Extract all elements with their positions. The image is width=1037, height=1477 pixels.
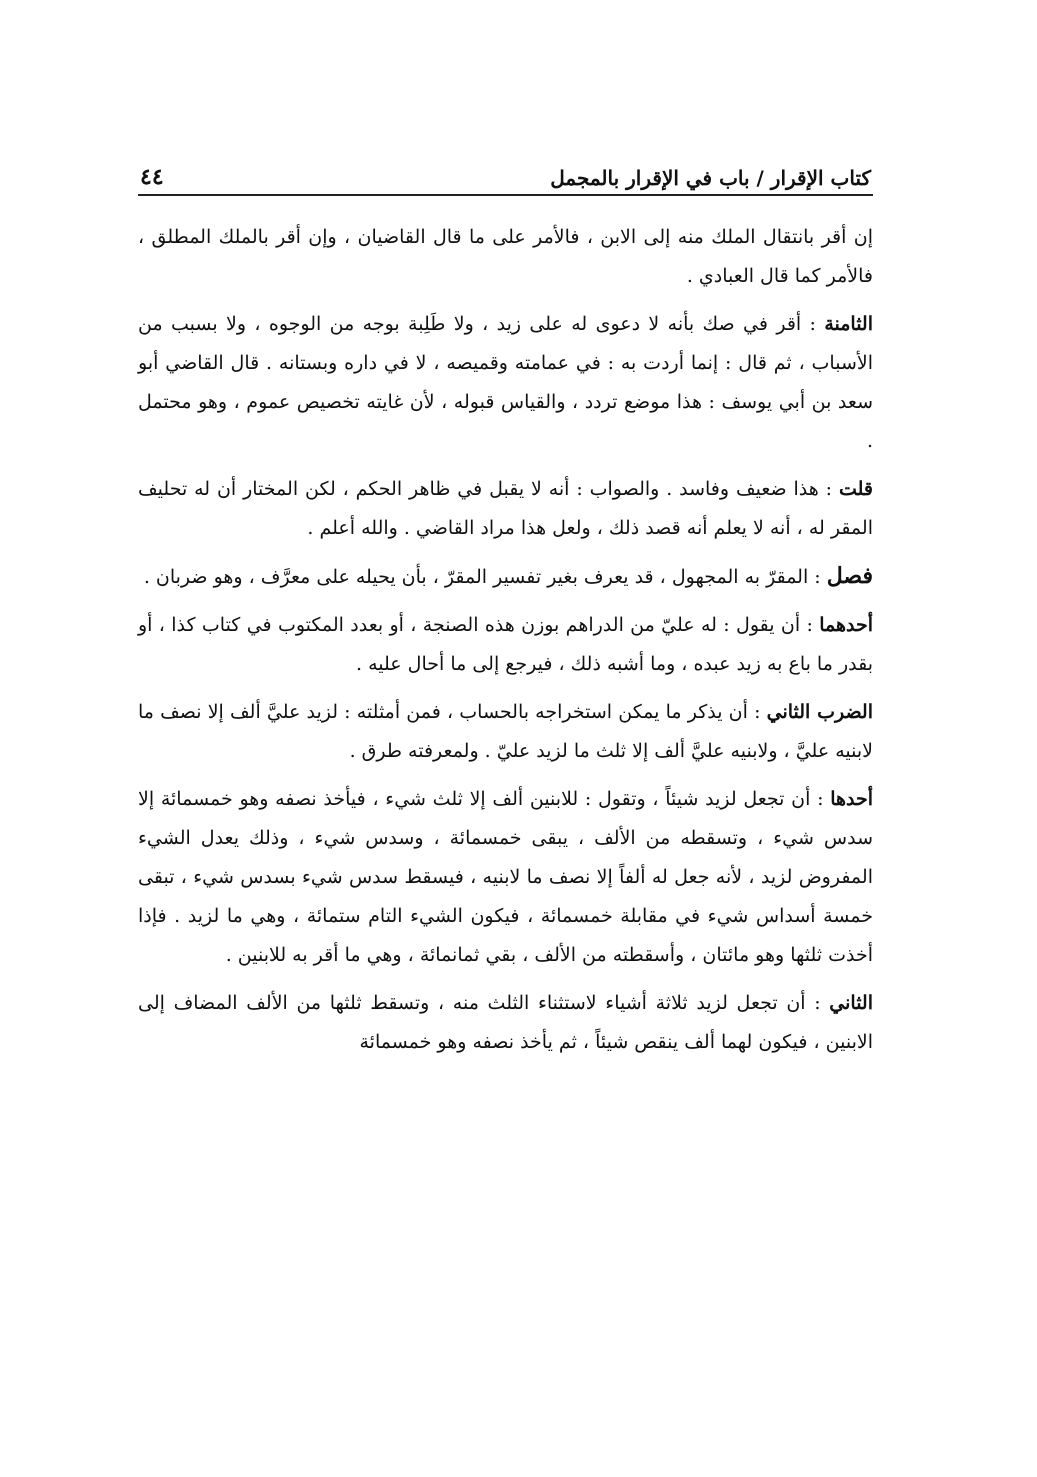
paragraph-text: : أن تجعل لزيد ثلاثة أشياء لاستثناء الثلث منه ، وتسقط ثلثها من الألف المضاف إلى الابنين ، فيكون لهما ألف ينقص شيئاً ، ثم يأخذ نصفه وهو خمسمائة (138, 992, 873, 1053)
paragraph-text: : أن تجعل لزيد شيئاً ، وتقول : للابنين ألف إلا ثلث شيء ، فيأخذ نصفه وهو خمسمائة إلا سدس شيء ، وتسقطه من الألف ، يبقى خمسمائة ، وسدس شيء ، وذلك يعدل الشيء المفروض لزيد ، لأنه جعل له ألفاً إلا نصف ما لابنيه ، فيسقط سدس شيء بسدس شيء ، تبقى خمسة أسداس شيء في مقابلة خمسمائة ، فيكون الشيء التام ستمائة ، وهي ما لزيد . فإذا أخذت ثلثها وهو مائتان ، وأسقطته من الألف ، بقي ثمانمائة ، وهي ما أقر به للابنين . (138, 788, 873, 966)
paragraph-text: : أقر في صك بأنه لا دعوى له على زيد ، ولا طَلِبة بوجه من الوجوه ، ولا بسبب من الأسباب ، ثم قال : إنما أردت به : في عمامته وقميصه ، لا في داره وبستانه . قال القاضي أبو سعد بن أبي يوسف : هذا موضع تردد ، والقياس قبوله ، لأن غايته تخصيص عموم ، وهو محتمل . (138, 313, 873, 452)
paragraph-lead: قلت (838, 478, 873, 500)
paragraph-text: : أن يذكر ما يمكن استخراجه بالحساب ، فمن أمثلته : لزيد عليَّ ألف إلا نصف ما لابنيه عليَّ ، ولابنيه عليَّ ألف إلا ثلث ما لزيد عليّ . ولمعرفته طرق . (138, 701, 873, 762)
page (138, 150, 873, 1062)
paragraph-lead: أحدها (830, 788, 873, 810)
paragraph-text: إن أقر بانتقال الملك منه إلى الابن ، فالأمر على ما قال القاضيان ، وإن أقر بالملك المطلق ، فالأمر كما قال العبادي . (138, 226, 873, 287)
paragraph (138, 693, 873, 771)
paragraph-text: : أن يقول : له عليّ من الدراهم بوزن هذه الصنجة ، أو بعدد المكتوب في كتاب كذا ، أو بقدر ما باع به زيد عبده ، وما أشبه ذلك ، فيرجع إلى ما أحال عليه . (138, 614, 873, 675)
paragraph (138, 606, 873, 684)
paragraph-text: : المقرّ به المجهول ، قد يعرف بغير تفسير المقرّ ، بأن يحيله على معرَّف ، وهو ضربان . (143, 566, 827, 588)
paragraph-lead: الثامنة (824, 313, 873, 335)
paragraph (138, 557, 873, 597)
paragraph (138, 984, 873, 1062)
paragraph-text: : هذا ضعيف وفاسد . والصواب : أنه لا يقبل في ظاهر الحكم ، لكن المختار أن له تحليف المقر له ، أنه لا يعلم أنه قصد ذلك ، ولعل هذا مراد القاضي . والله أعلم . (138, 478, 873, 539)
paragraph-lead: الثاني (829, 992, 873, 1014)
running-title: كتاب الإقرار / باب في الإقرار بالمجمل (550, 166, 871, 190)
paragraph-lead: أحدهما (819, 614, 873, 636)
body-text (138, 218, 873, 1062)
running-header (138, 150, 873, 196)
paragraph (138, 780, 873, 975)
section-heading: فصل (826, 563, 873, 589)
paragraph (138, 470, 873, 548)
page-number: ٤٤ (140, 164, 164, 190)
paragraph (138, 305, 873, 461)
paragraph (138, 218, 873, 296)
paragraph-lead: الضرب الثاني (766, 701, 873, 723)
